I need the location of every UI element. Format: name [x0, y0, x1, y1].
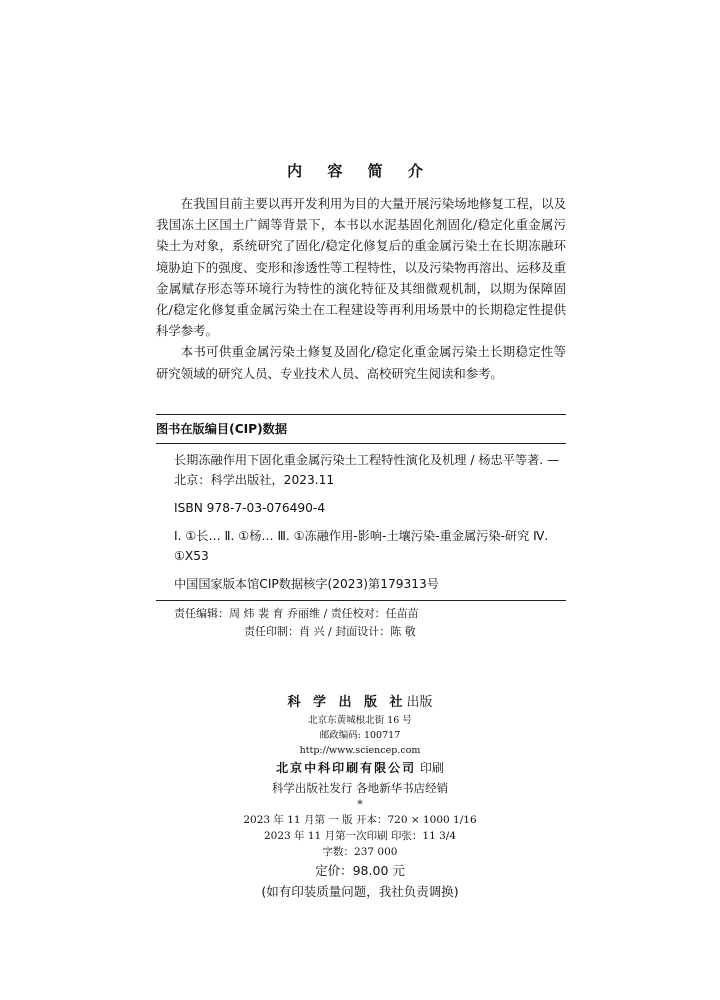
word-count: 字数：237 000 — [322, 846, 398, 858]
publisher-name: 科 学 出 版 社 — [287, 695, 407, 710]
printer-suffix: 印刷 — [419, 761, 444, 775]
cip-library-number: 中国国家版本馆CIP数据核字(2023)第179313号 — [174, 577, 439, 591]
staff-line: 责任印制：肖 兴 / 封面设计：陈 敬 — [244, 625, 416, 638]
printing-info: 2023 年 11 月第一次印刷 印张：11 3/4 — [263, 830, 457, 842]
page-title: 内 容 简 介 — [287, 162, 433, 180]
cip-block — [156, 414, 566, 601]
cip-isbn: ISBN 978-7-03-076490-4 — [174, 501, 326, 515]
cip-classification: Ⅰ. ①长… Ⅱ. ①杨… Ⅲ. ①冻融作用-影响-土壤污染-重金属污染-研究 Ⅳ. ①X53 — [174, 529, 549, 563]
cip-entry: 长期冻融作用下固化重金属污染土工程特性演化及机理 / 杨忠平等著. —北京：科学出版社，2023.11 — [174, 453, 560, 487]
price: 定价：98.00 元 — [315, 863, 405, 878]
printer-line — [0, 758, 720, 778]
publisher-suffix: 出版 — [406, 695, 433, 710]
imprint-block — [0, 693, 720, 902]
separator-star: * — [357, 798, 363, 811]
edition-info: 2023 年 11 月第 一 版 开本：720 × 1000 1/16 — [243, 814, 477, 826]
divider — [156, 443, 566, 444]
publisher-line — [0, 693, 720, 713]
editorial-staff — [156, 605, 566, 641]
summary-paragraph: 本书可供重金属污染土修复及固化/稳定化重金属污染土长期稳定性等研究领域的研究人员、专业技术人员、高校研究生阅读和参考。 — [156, 344, 566, 381]
summary-paragraph: 在我国目前主要以再开发利用为目的大量开展污染场地修复工程，以及我国冻土区国土广阔等背景下，本书以水泥基固化剂固化/稳定化重金属污染土为对象，系统研究了固化/稳定化修复后的重金属污染土在长期冻融环境胁迫下的强度、变形和渗透性等工程特性，以及污染物再溶出、运移及重金属赋存形态等环境行为特性的演化特征及其细微观机制，以期为保障固化/稳定化修复重金属污染土在工程建设等再利用场景中的长期稳定性提供科学参考。 — [156, 196, 566, 339]
divider — [156, 600, 566, 601]
staff-line: 责任编辑：周 炜 裴 育 乔丽维 / 责任校对：任苗苗 — [174, 607, 419, 620]
cip-heading: 图书在版编目(CIP)数据 — [156, 422, 288, 436]
printer-name: 北京中科印刷有限公司 — [276, 761, 417, 775]
publisher-address: 北京东黄城根北街 16 号 — [308, 715, 412, 726]
distribution: 科学出版社发行 各地新华书店经销 — [271, 781, 449, 795]
website: http://www.sciencep.com — [299, 745, 421, 756]
postcode: 邮政编码: 100717 — [319, 730, 401, 741]
quality-notice: (如有印装质量问题，我社负责调换) — [261, 884, 459, 899]
book-summary — [156, 193, 566, 384]
